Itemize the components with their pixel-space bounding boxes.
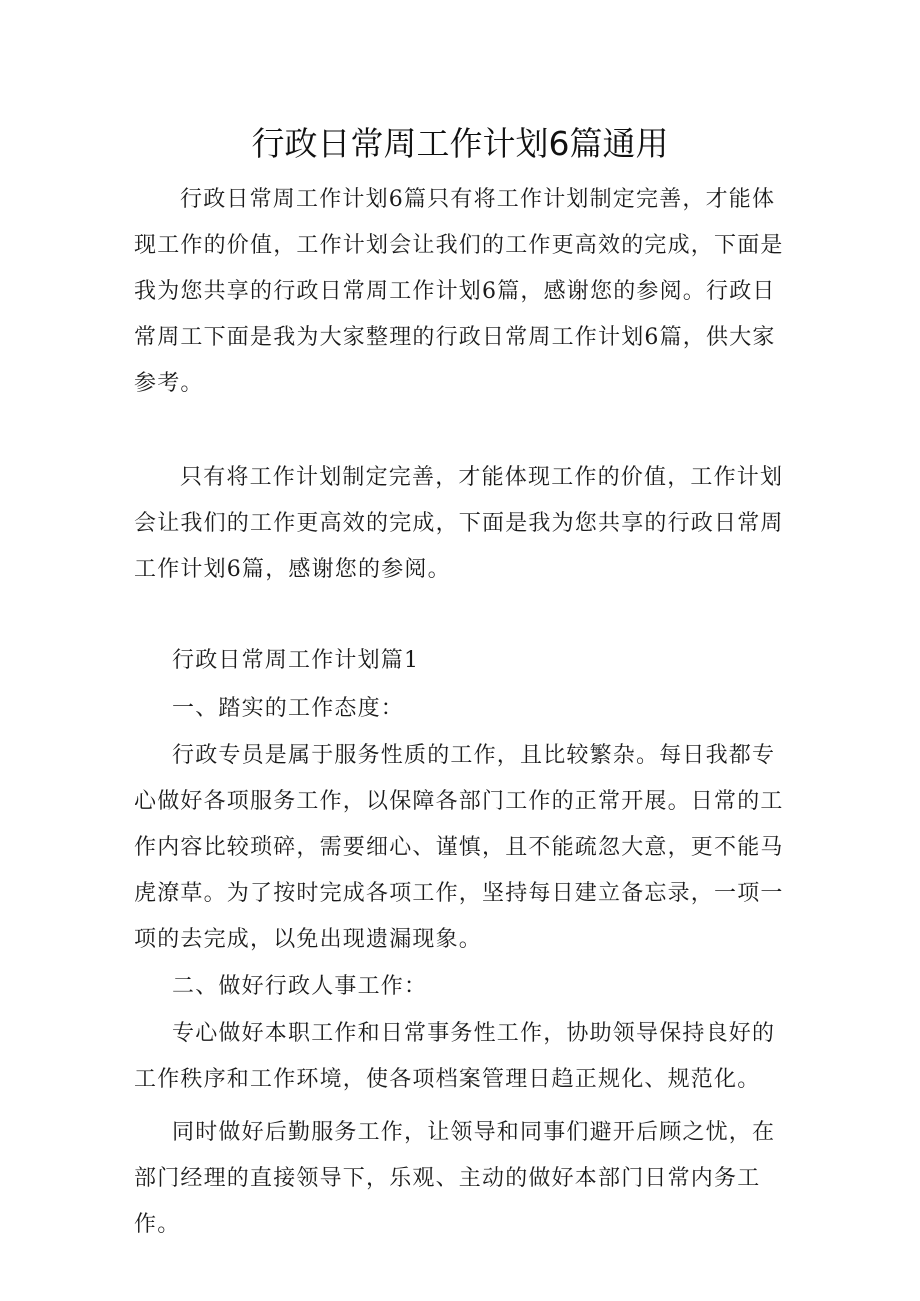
document-title: 行政日常周工作计划6篇通用 [251,124,669,163]
intro-paragraph: 行政日常周工作计划6篇只有将工作计划制定完善，才能体现工作的价值，工作计划会让我们的工作更高效的完成，下面是我为您共享的行政日常周工作计划6篇，感谢您的参阅。行政日常周工下面是我为大家整理的行政日常周工作计划6篇，供大家参考。 [134,187,784,396]
point2-heading: 二、做好行政人事工作： [172,974,428,999]
point2-body-continued: 同时做好后勤服务工作，让领导和同事们避开后顾之忧，在部门经理的直接领导下，乐观、主动的做好本部门日常内务工作。 [134,1120,776,1237]
point1-body: 行政专员是属于服务性质的工作，且比较繁杂。每日我都专心做好各项服务工作，以保障各部门工作的正常开展。日常的工作内容比较琐碎，需要细心、谨慎，且不能疏忽大意，更不能马虎潦草。为了按时完成各项工作，坚持每日建立备忘录，一项一项的去完成，以免出现遗漏现象。 [134,743,784,952]
point1-heading: 一、踏实的工作态度： [172,696,405,721]
point2-body: 专心做好本职工作和日常事务性工作，协助领导保持良好的工作秩序和工作环境，使各项档案管理日趋正规化、规范化。 [134,1021,776,1092]
summary-paragraph: 只有将工作计划制定完善，才能体现工作的价值，工作计划会让我们的工作更高效的完成，下面是我为您共享的行政日常周工作计划6篇，感谢您的参阅。 [134,465,784,582]
section-heading: 行政日常周工作计划篇1 [172,648,420,673]
